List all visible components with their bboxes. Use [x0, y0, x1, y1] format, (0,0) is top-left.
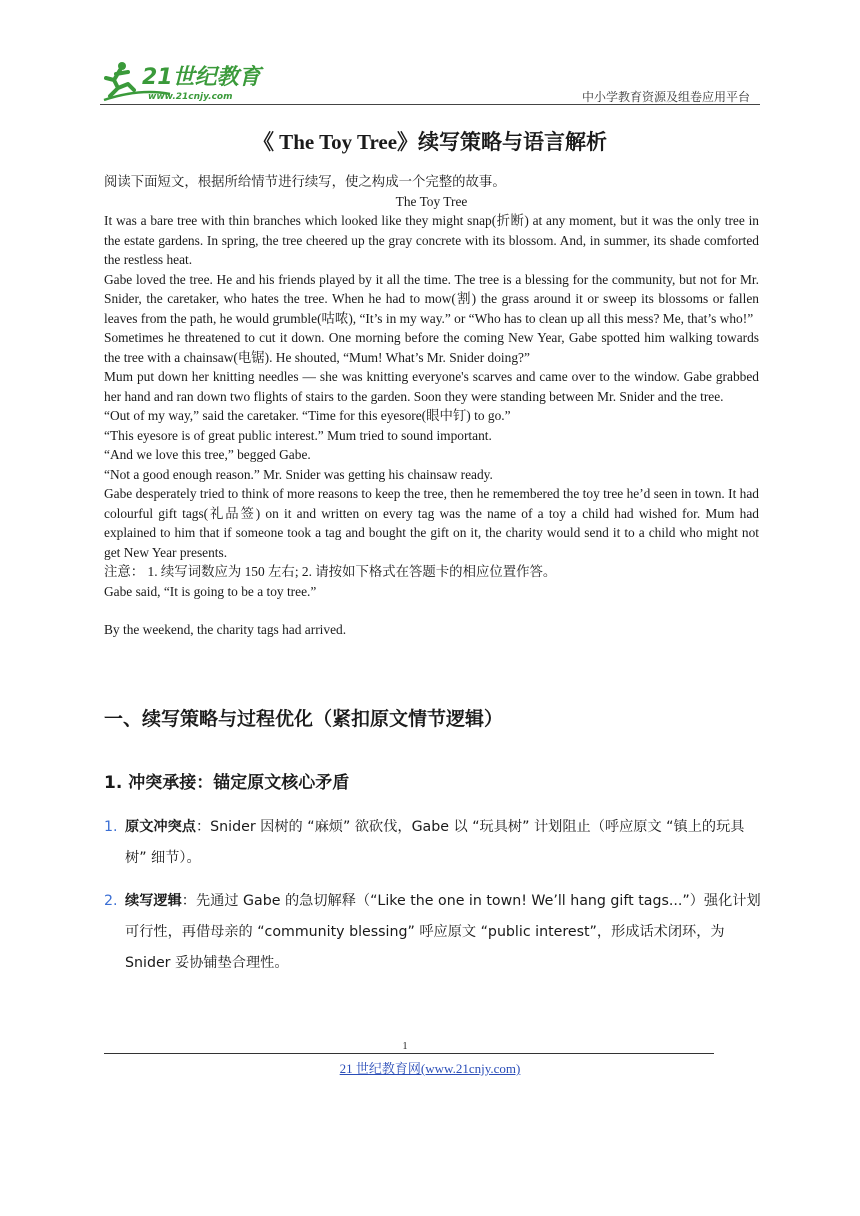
item-label: 续写逻辑 — [125, 893, 182, 909]
page-title: 《 The Toy Tree》续写策略与语言解析 — [252, 130, 608, 154]
item-label: 原文冲突点 — [125, 819, 196, 835]
story-title: The Toy Tree — [395, 193, 468, 209]
section-heading: 一、续写策略与过程优化（紧扣原文情节逻辑） — [104, 708, 504, 730]
note: 注意： 1. 续写词数应为 150 左右; 2. 请按如下格式在答题卡的相应位置作答。 — [104, 564, 557, 579]
answer-space — [104, 601, 759, 620]
continuation-start-2: By the weekend, the charity tags had arrived. — [104, 622, 347, 637]
strategy-list — [104, 812, 764, 991]
page-header — [100, 58, 760, 106]
story-paragraph: “Not a good enough reason.” Mr. Snider was getting his chainsaw ready. — [104, 466, 493, 482]
header-divider — [100, 104, 760, 105]
story-paragraph: “And we love this tree,” begged Gabe. — [104, 447, 311, 462]
story-paragraph: “This eyesore is of great public interest.” Mum tried to sound important. — [104, 427, 492, 443]
platform-label: 中小学教育资源及组卷应用平台 — [581, 90, 750, 104]
continuation-start-1: Gabe said, “It is going to be a toy tree.” — [104, 583, 317, 599]
story-paragraph: Gabe desperately tried to think of more reasons to keep the tree, then he remembered the toy tree he’d seen in town. It had colourful gift tags(礼品签) on it and written on every tag was the name of a toy a child had wished for. Mum had explained to him that if someone took a tag and bought the gift on it, the charity would send it to a child who might not get New Year presents. — [104, 486, 759, 560]
list-item — [104, 886, 764, 979]
list-number: 1. — [104, 819, 118, 835]
story-paragraph: Mum put down her knitting needles — she was knitting everyone's scarves and came over to the window. Gabe grabbed her hand and ran down two flights of stairs to the garden. Soon they were standing between Mr. Snider and the tree. — [104, 369, 759, 404]
instructions: 阅读下面短文，根据所给情节进行续写，使之构成一个完整的故事。 — [104, 174, 506, 189]
logo-text: 21世纪教育 — [142, 65, 261, 90]
story-paragraph: It was a bare tree with thin branches which looked like they might snap(折断) at any moment, but it was the only tree in the estate gardens. In spring, the tree cheered up the gray concrete with its blossom. And, in summer, its shade comforted the restless heat. — [104, 213, 759, 267]
logo-url: www.21cnjy.com — [148, 92, 233, 102]
story-paragraph: Sometimes he threatened to cut it down. One morning before the coming New Year, Gabe spotted him walking towards the tree with a chainsaw(电锯). He shouted, “Mum! What’s Mr. Snider doing?” — [104, 330, 759, 365]
item-text: ：先通过 Gabe 的急切解释（“Like the one in town! We’ll hang gift tags...”）强化计划可行性，再借母亲的 “community blessing” 呼应原文 “public interest”，形成话术闭环，为 Snider 妥协铺垫合理性。 — [125, 893, 761, 971]
footer-link[interactable]: 21 世纪教育网(www.21cnjy.com) — [339, 1061, 521, 1076]
item-text: ：Snider 因树的 “麻烦” 欲砍伐，Gabe 以 “玩具树” 计划阻止（呼应原文 “镇上的玩具树” 细节）。 — [125, 819, 745, 866]
story-paragraph: “Out of my way,” said the caretaker. “Time for this eyesore(眼中钉) to go.” — [104, 408, 511, 423]
footer-divider — [104, 1053, 714, 1054]
list-number: 2. — [104, 893, 118, 909]
list-item — [104, 812, 764, 874]
subsection-heading: 1. 冲突承接：锚定原文核心矛盾 — [104, 773, 350, 793]
page-number: 1 — [402, 1041, 408, 1052]
logo-21cnjy — [100, 58, 270, 102]
story-text — [104, 172, 759, 640]
story-paragraph: Gabe loved the tree. He and his friends played by it all the time. The tree is a blessing for the community, but not for Mr. Snider, the caretaker, who hates the tree. When he had to mow(割) the grass around it or sweep its blossoms or fallen leaves from the path, he would grumble(咕哝), “It’s in my way.” or “Who has to clean up all this mess? Me, that’s who!” — [104, 271, 759, 326]
